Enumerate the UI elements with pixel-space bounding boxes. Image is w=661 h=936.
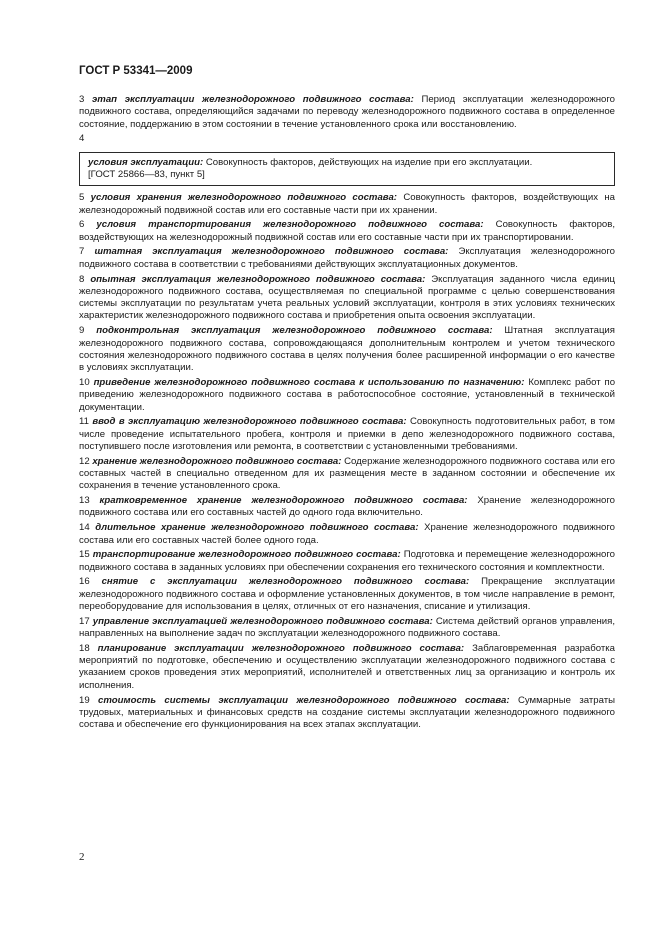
term-entry-7	[79, 246, 615, 271]
term-number: 7	[79, 246, 85, 258]
term-entry-12	[79, 456, 615, 493]
term-number: 9	[79, 325, 85, 337]
term-definition: Хранение железнодорожного подвижного состава или его составных частей более одного года.	[79, 522, 615, 546]
term-number: 14	[79, 522, 90, 534]
term-definition: Эксплуатация железнодорожного подвижного состава в соответствии с требованиями действующих эксплуатационных документов.	[79, 246, 615, 270]
term-entry-9	[79, 325, 615, 374]
term-number: 8	[79, 273, 85, 285]
term-definition: Содержание железнодорожного подвижного состава или его составных частей в специально отведенном для их размещения месте в заданном состоянии и обеспечение их сохранения в течение установленного срока.	[79, 455, 615, 492]
term-number: 18	[79, 642, 90, 654]
term-title: условия транспортирования железнодорожного подвижного состава:	[96, 219, 484, 231]
term-definition: Система действий органов управления, направленных на выполнение задач по эксплуатации железнодорожного подвижного состава.	[79, 615, 616, 640]
term-number: 5	[79, 192, 85, 204]
term-entry-3	[79, 94, 615, 131]
term-definition: Заблаговременная разработка мероприятий по подготовке, обеспечению и осуществлению эксплуатации железнодорожного подвижного состава с указанием сроков проведения этих мероприятий, исполнителей и ответственных лиц за организацию и контроль их исполнения.	[79, 642, 616, 691]
term-entry-8	[79, 274, 615, 323]
term-number: 3	[79, 94, 85, 105]
term-number: 16	[79, 576, 90, 588]
term-title: этап эксплуатации железнодорожного подвижного состава:	[92, 94, 414, 105]
term-title: снятие с эксплуатации железнодорожного подвижного состава:	[101, 576, 470, 588]
term-number: 19	[79, 694, 90, 706]
term-title: подконтрольная эксплуатация железнодорожного подвижного состава:	[96, 325, 493, 337]
term-title: приведение железнодорожного подвижного состава к использованию по назначению:	[93, 376, 525, 388]
term-title: длительное хранение железнодорожного подвижного состава:	[95, 522, 419, 534]
term-title: условия эксплуатации:	[88, 156, 204, 168]
term-title: опытная эксплуатация железнодорожного подвижного состава:	[90, 273, 426, 285]
term-number: 17	[79, 615, 90, 627]
page-number: 2	[79, 851, 85, 863]
reference-term-box	[79, 152, 615, 187]
term-definition: Суммарные затраты трудовых, материальных и финансовых средств на создание системы эксплуатации железнодорожного подвижного состава и обеспечение его функционирования на всех этапах эксплуатации.	[79, 694, 615, 731]
term-definition: Комплекс работ по приведению железнодорожного подвижного состава в работоспособное состояние, установленный в технической документации.	[79, 376, 616, 413]
term-definition: Период эксплуатации железнодорожного подвижного состава, определяющийся задачами по переводу железнодорожного подвижного состава в определенное состояние, поддержанию в этом состоянии в течение установленного срока или восстановлению.	[79, 94, 616, 130]
term-number: 6	[79, 219, 85, 231]
term-number: 4	[79, 133, 85, 145]
term-entry-4-number	[79, 133, 615, 145]
term-definition: Совокупность факторов, воздействующих на железнодорожный подвижной состав или его составные части при их транспортировании.	[79, 219, 616, 243]
term-number: 15	[79, 549, 90, 561]
term-entry-14	[79, 522, 615, 547]
term-entry-6	[79, 219, 615, 244]
term-title: управление эксплуатацией железнодорожного подвижного состава:	[92, 615, 433, 627]
term-title: штатная эксплуатация железнодорожного подвижного состава:	[94, 246, 449, 258]
term-number: 10	[79, 376, 90, 388]
term-number: 12	[79, 455, 90, 467]
term-number: 11	[79, 416, 89, 428]
term-entry-18	[79, 643, 615, 692]
term-entry-15	[79, 549, 615, 574]
term-title: ввод в эксплуатацию железнодорожного подвижного состава:	[92, 416, 407, 428]
term-entry-13	[79, 495, 615, 520]
document-code-header: ГОСТ Р 53341—2009	[79, 65, 193, 77]
term-definition: Эксплуатация заданного числа единиц железнодорожного подвижного состава, осуществляемая по специальной программе с целью совершенствования системы эксплуатации по результатам учета реальных условий эксплуатации, контроля в этих условиях технических характеристик железнодорожного подвижного состава и приобретения опыта освоения эксплуатации.	[79, 273, 615, 322]
term-entry-11	[79, 416, 615, 453]
term-title: стоимость системы эксплуатации железнодорожного подвижного состава:	[98, 694, 510, 706]
term-entry-10	[79, 377, 615, 414]
term-entry-19	[79, 695, 615, 732]
term-definition: Совокупность подготовительных работ, в том числе проведение испытательного пробега, контроля и приемки в депо железнодорожного подвижного состава, поступившего после изготовления или ремонта, в соответствии с установленными требованиями.	[79, 416, 615, 452]
term-definition: Штатная эксплуатация железнодорожного подвижного состава, сопровождающаяся дополнительным контролем и учетом технического состояния железнодорожного подвижного состава в целях получения более расширенной информации о его качестве в условиях эксплуатации.	[79, 325, 615, 374]
term-definition: Прекращение эксплуатации железнодорожного подвижного состава и оформление установленных документов, в том числе направление в ремонт, переоборудование для использования в целях, отличных от его назначения, списание и утилизация.	[79, 576, 615, 612]
standard-reference: [ГОСТ 25866—83, пункт 5]	[88, 168, 205, 180]
term-title: транспортирование железнодорожного подвижного состава:	[92, 549, 401, 561]
term-definition: Совокупность факторов, действующих на изделие при его эксплуатации.	[205, 156, 533, 168]
terms-list	[79, 94, 615, 734]
term-entry-16	[79, 576, 615, 613]
term-number: 13	[79, 495, 90, 507]
term-title: кратковременное хранение железнодорожного подвижного состава:	[99, 495, 468, 507]
term-definition: Подготовка и перемещение железнодорожного подвижного состава в заданных условиях при обеспечении сохранения его технического состояния и комплектности.	[79, 549, 615, 573]
term-definition: Совокупность факторов, воздействующих на железнодорожный подвижной состав или его составные части при их хранении.	[79, 192, 615, 216]
term-title: условия хранения железнодорожного подвижного состава:	[90, 192, 397, 204]
term-definition: Хранение железнодорожного подвижного состава или его составных частей до одного года включительно.	[79, 495, 616, 519]
term-title: хранение железнодорожного подвижного состава:	[92, 455, 342, 467]
term-entry-17	[79, 616, 615, 641]
term-entry-5	[79, 192, 615, 217]
term-title: планирование эксплуатации железнодорожного подвижного состава:	[97, 642, 465, 654]
